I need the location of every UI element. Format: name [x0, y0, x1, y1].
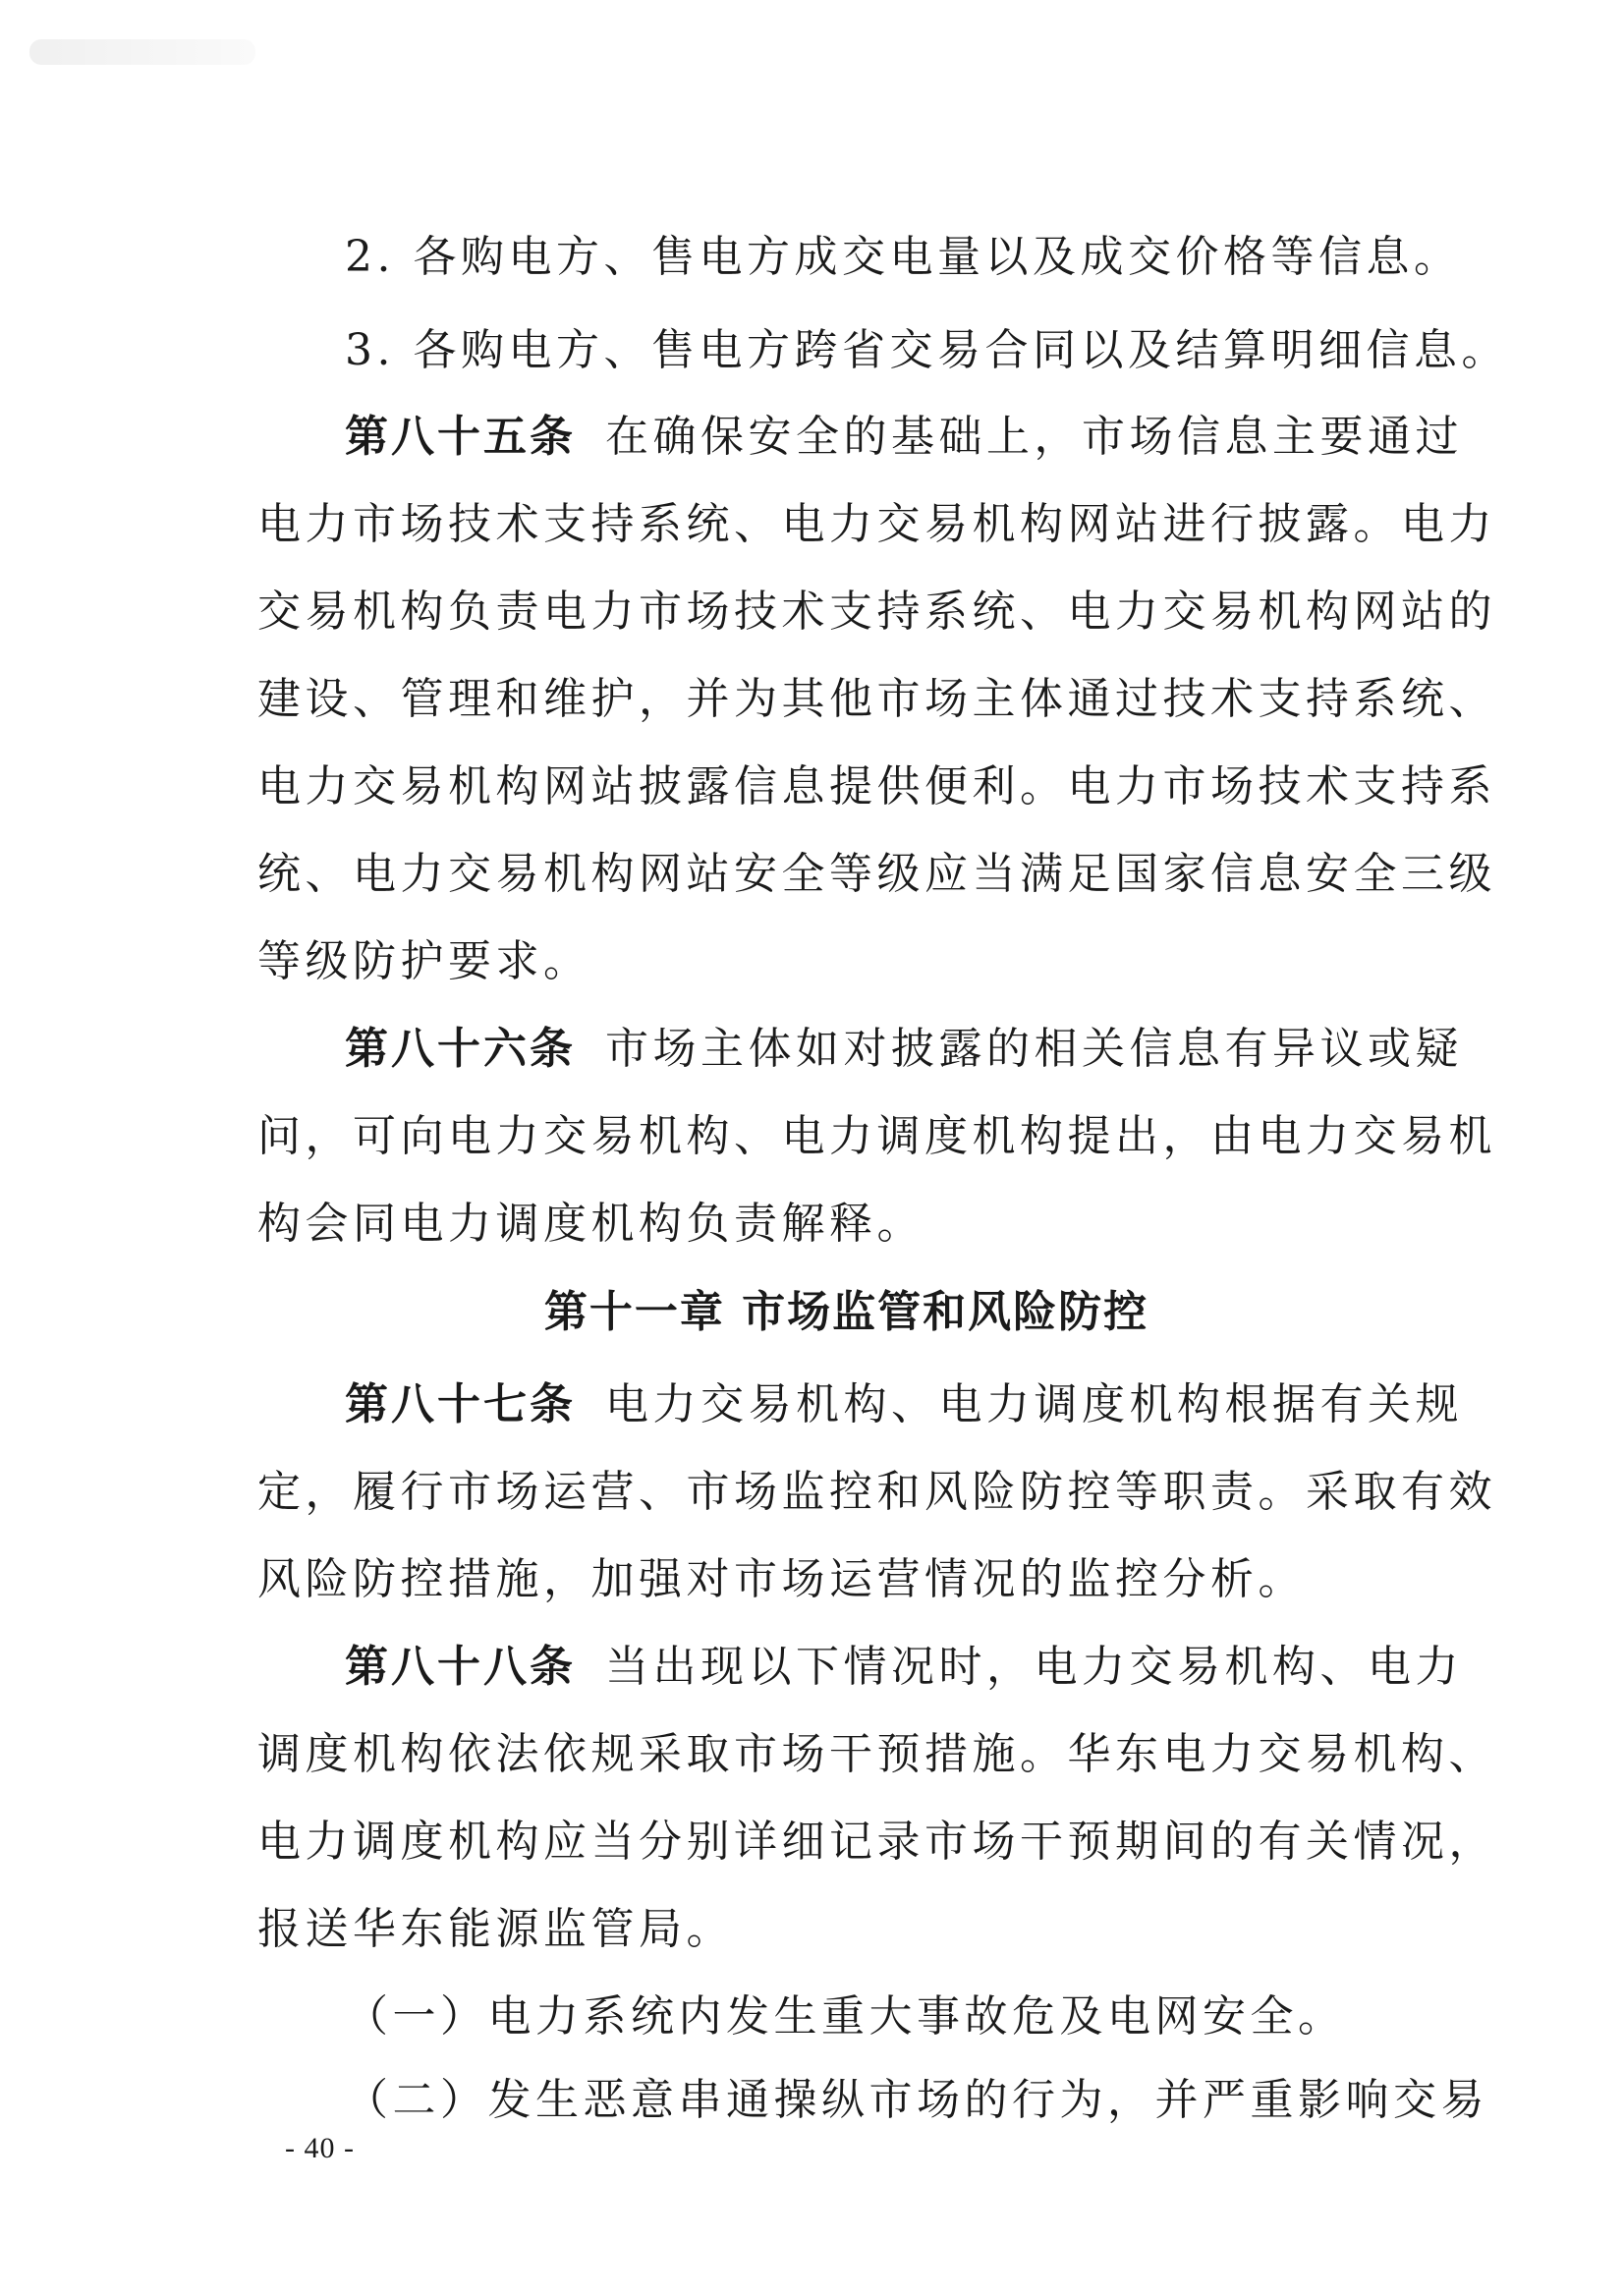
body-line: 风险防控措施，加强对市场运营情况的监控分析。: [257, 1554, 1306, 1604]
article-paragraph-87: [345, 1375, 1463, 1434]
article-text: 在确保安全的基础上，市场信息主要通过: [605, 412, 1463, 462]
body-line: 定，履行市场运营、市场监控和风险防控等职责。采取有效: [257, 1467, 1496, 1517]
list-item: （二）发生恶意串通操纵市场的行为，并严重影响交易: [345, 2075, 1488, 2125]
list-item: （一）电力系统内发生重大事故危及电网安全。: [345, 1991, 1346, 2042]
body-line: 交易机构负责电力市场技术支持系统、电力交易机构网站的: [257, 587, 1496, 637]
article-paragraph-85: [345, 408, 1463, 467]
article-text: 电力交易机构、电力调度机构根据有关规: [605, 1379, 1463, 1429]
body-line: 电力市场技术支持系统、电力交易机构网站进行披露。电力: [257, 499, 1496, 549]
article-label: 第八十七条: [345, 1379, 576, 1429]
body-line: 调度机构依法依规采取市场干预措施。华东电力交易机构、: [257, 1729, 1496, 1779]
article-text: 市场主体如对披露的相关信息有异议或疑: [605, 1024, 1463, 1074]
article-label: 第八十六条: [345, 1024, 576, 1074]
article-paragraph-86: [345, 1020, 1463, 1079]
body-line: 2. 各购电方、售电方成交电量以及成交价格等信息。: [345, 232, 1462, 282]
body-line: 等级防护要求。: [257, 936, 591, 986]
body-line: 问，可向电力交易机构、电力调度机构提出，由电力交易机: [257, 1111, 1496, 1161]
body-line: 统、电力交易机构网站安全等级应当满足国家信息安全三级: [257, 849, 1496, 899]
article-paragraph-88: [345, 1638, 1463, 1697]
body-line: 3. 各购电方、售电方跨省交易合同以及结算明细信息。: [345, 325, 1509, 375]
page-number: - 40 -: [285, 2132, 355, 2164]
article-label: 第八十八条: [345, 1642, 576, 1692]
body-line: 电力调度机构应当分别详细记录市场干预期间的有关情况，: [257, 1817, 1496, 1867]
body-line: 建设、管理和维护，并为其他市场主体通过技术支持系统、: [257, 674, 1496, 724]
body-line: 构会同电力调度机构负责解释。: [257, 1199, 924, 1249]
chapter-title: 第十一章 市场监管和风险防控: [543, 1287, 1149, 1337]
article-label: 第八十五条: [345, 412, 576, 462]
scan-artifact: [29, 39, 255, 65]
body-line: 报送华东能源监管局。: [257, 1904, 734, 1954]
article-text: 当出现以下情况时，电力交易机构、电力: [605, 1642, 1463, 1692]
body-line: 电力交易机构网站披露信息提供便利。电力市场技术支持系: [257, 761, 1496, 812]
